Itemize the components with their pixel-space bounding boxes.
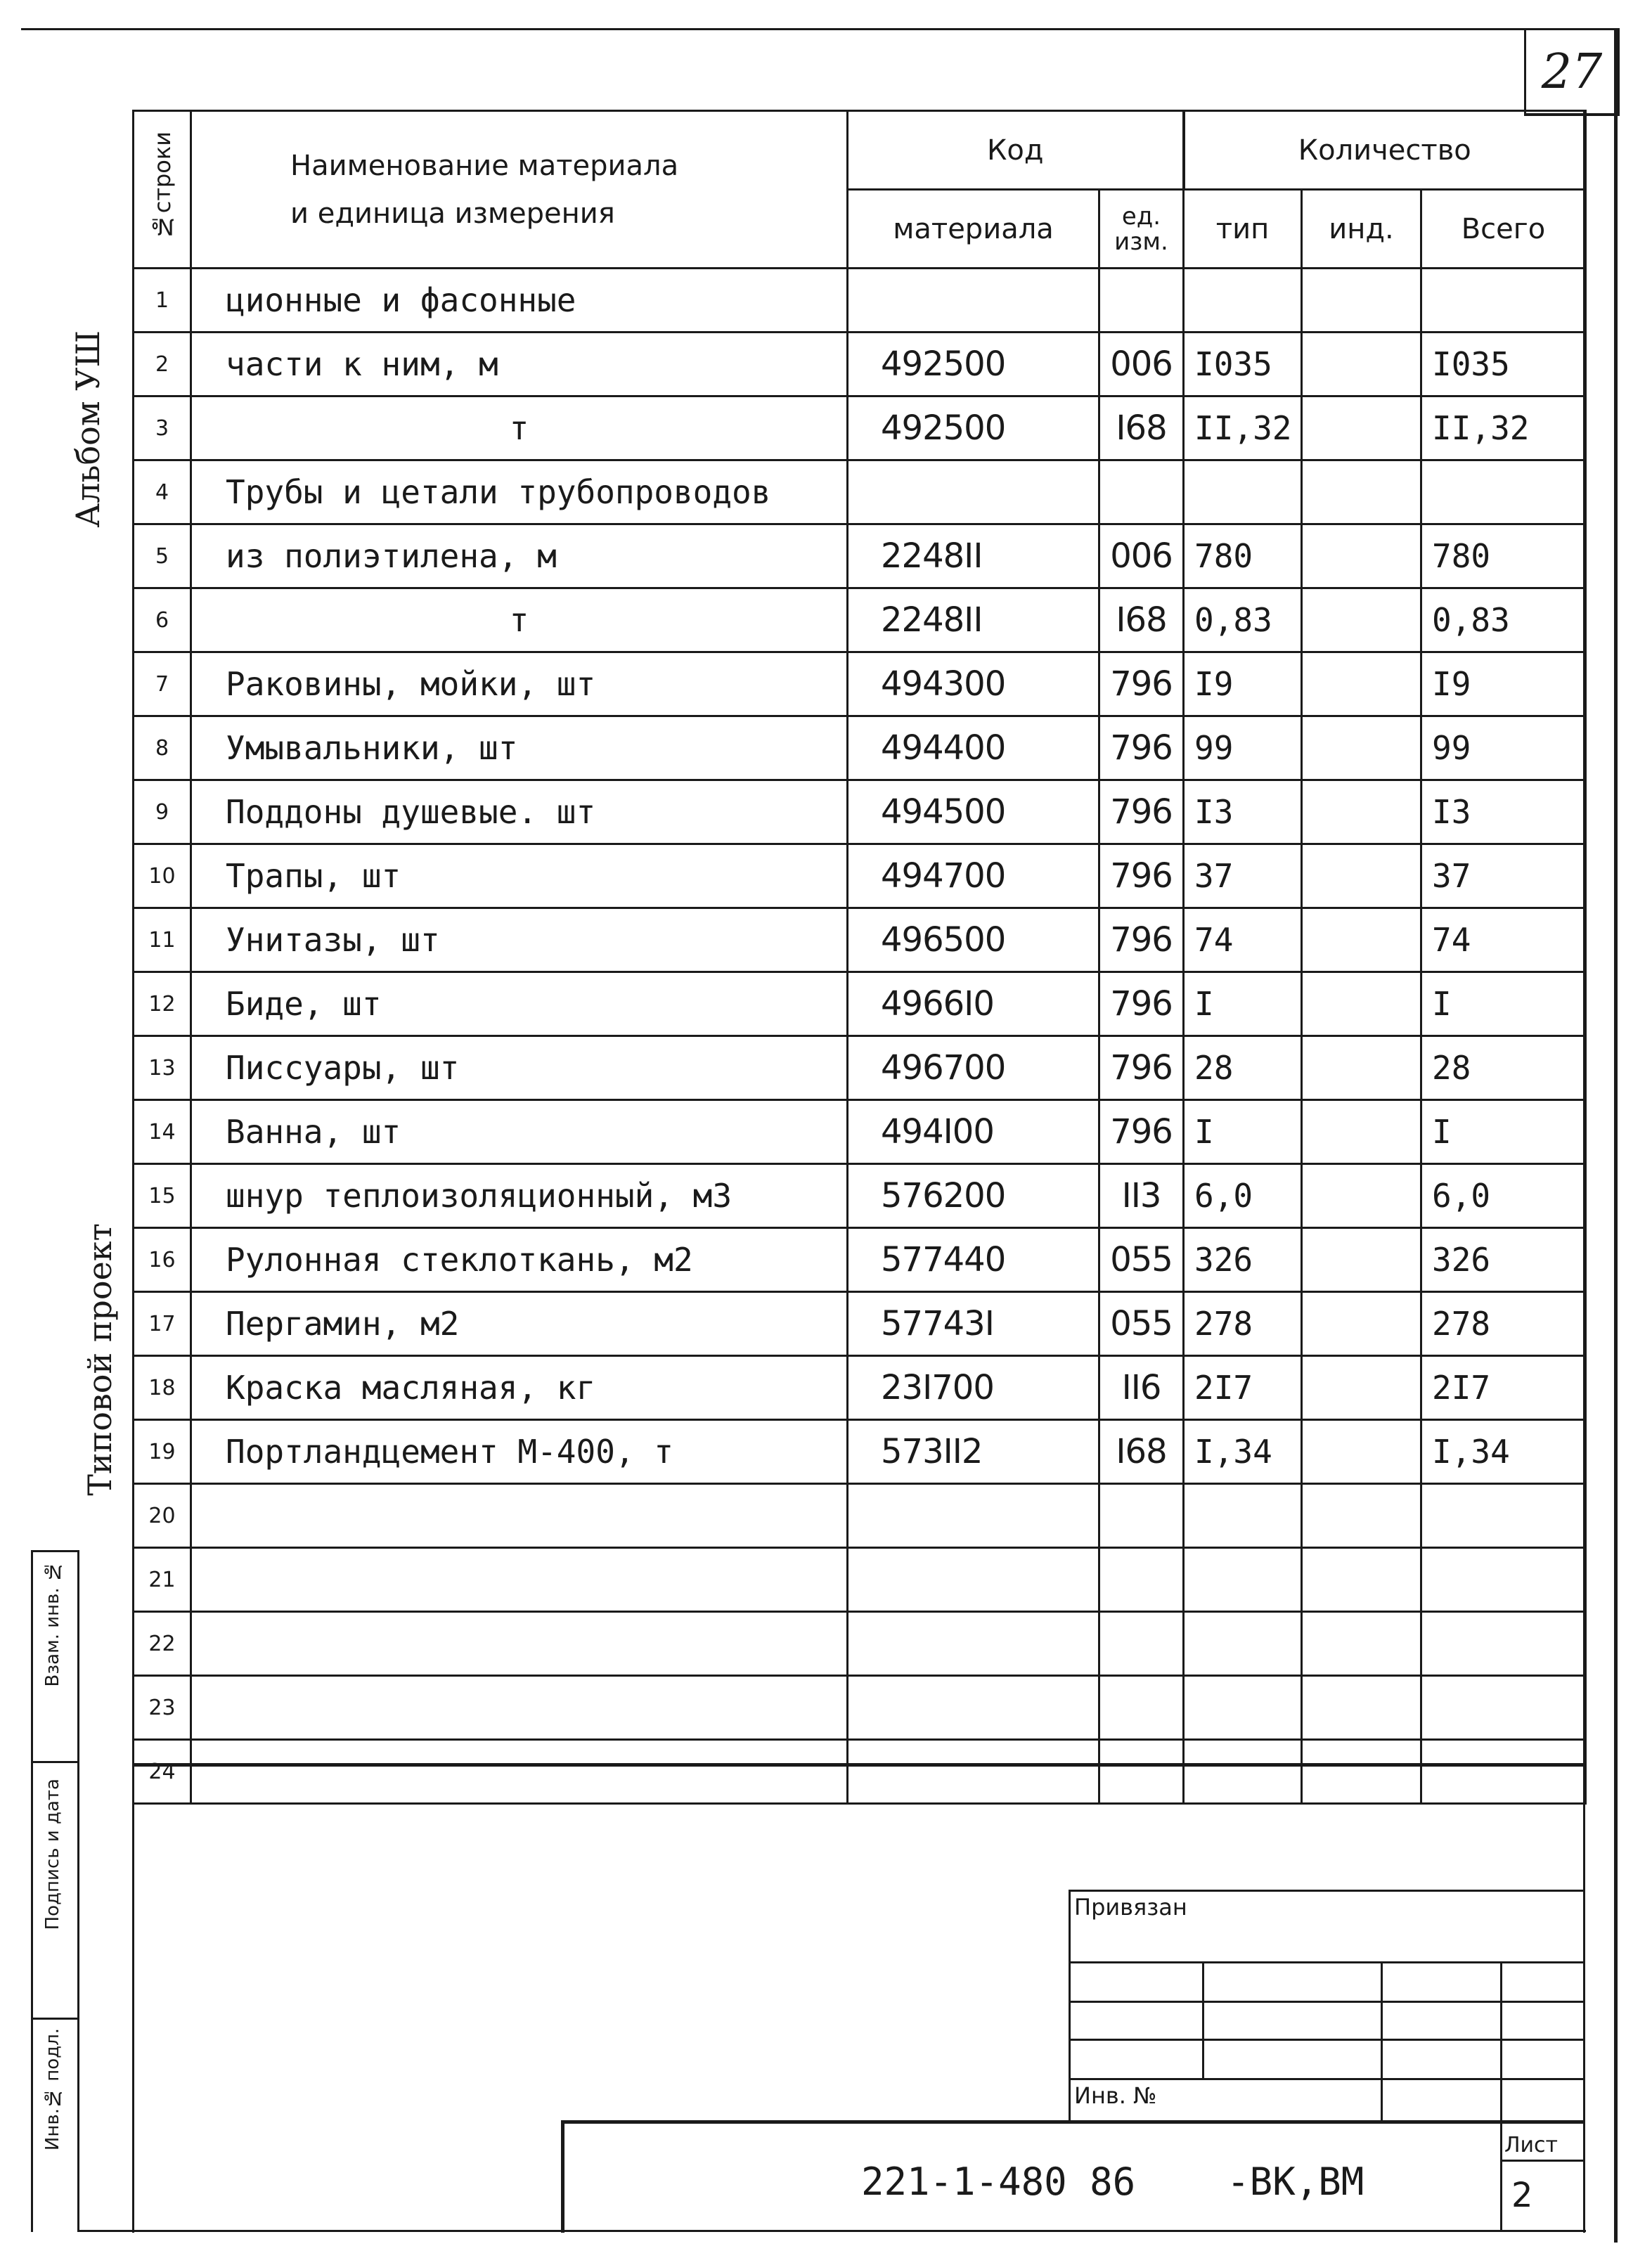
row-number-cell: 10 [134,844,191,908]
ind-quantity-cell [1302,524,1421,588]
material-name-cell: Биде, шт [191,972,848,1036]
unit-code-cell: I68 [1099,588,1184,652]
material-name-cell: Умывальники, шт [191,716,848,780]
type-quantity-cell: 74 [1184,908,1302,972]
ind-quantity-cell [1302,652,1421,716]
total-quantity-cell: I9 [1421,652,1586,716]
row-number-cell: 3 [134,396,191,460]
type-quantity-cell: 326 [1184,1228,1302,1292]
total-quantity-cell: II,32 [1421,396,1586,460]
ind-quantity-cell [1302,396,1421,460]
material-code-cell: 4966I0 [848,972,1099,1036]
type-quantity-cell [1184,1548,1302,1612]
stamp-sep-line-1 [31,1761,79,1763]
type-quantity-cell: 2I7 [1184,1356,1302,1420]
table-row [134,1100,1586,1164]
stamp-top-line [31,1550,79,1552]
table-row [134,524,1586,588]
unit-code-cell: II6 [1099,1356,1184,1420]
total-quantity-cell: 0,83 [1421,588,1586,652]
material-name-cell: Писсуары, шт [191,1036,848,1100]
type-quantity-cell: I,34 [1184,1420,1302,1484]
row-number-cell: 16 [134,1228,191,1292]
tb-col-3 [1500,1961,1502,2232]
unit-code-cell: II3 [1099,1164,1184,1228]
right-frame-line [1614,28,1618,2243]
total-quantity-cell: 278 [1421,1292,1586,1356]
material-code-cell [848,1612,1099,1676]
material-name-cell: Трубы и цетали трубопроводов [191,460,848,524]
table-row [134,588,1586,652]
unit-code-cell: 055 [1099,1228,1184,1292]
material-code-cell: 496700 [848,1036,1099,1100]
row-number-cell: 4 [134,460,191,524]
row-number-cell: 9 [134,780,191,844]
table-row [134,1484,1586,1548]
type-header: тип [1184,190,1302,269]
ind-quantity-cell [1302,844,1421,908]
material-name-cell [191,1484,848,1548]
privyazan-label: Привязан [1074,1894,1187,1921]
material-code-cell: 494700 [848,844,1099,908]
ind-quantity-cell [1302,460,1421,524]
material-code-cell: 577440 [848,1228,1099,1292]
table-row [134,396,1586,460]
unit-code-cell: 006 [1099,333,1184,396]
tb-main-top [561,2120,1585,2124]
ind-quantity-cell [1302,716,1421,780]
ind-quantity-cell [1302,1356,1421,1420]
material-code-cell: 496500 [848,908,1099,972]
row-number-cell: 1 [134,269,191,333]
unit-code-cell: I68 [1099,396,1184,460]
type-quantity-cell [1184,1676,1302,1740]
row-number-cell: 15 [134,1164,191,1228]
ind-quantity-cell [1302,972,1421,1036]
material-code-cell: 2248II [848,588,1099,652]
ind-quantity-cell [1302,780,1421,844]
unit-code-cell: 796 [1099,780,1184,844]
ind-quantity-cell [1302,588,1421,652]
material-name-cell: Трапы, шт [191,844,848,908]
ind-quantity-cell [1302,1036,1421,1100]
type-quantity-cell: 780 [1184,524,1302,588]
material-name-cell: т [191,588,848,652]
tb-line-3 [1069,2039,1585,2041]
total-quantity-cell: 74 [1421,908,1586,972]
table-row [134,652,1586,716]
ind-quantity-cell [1302,1548,1421,1612]
row-number-cell: 24 [134,1740,191,1804]
material-name-cell: Поддоны душевые. шт [191,780,848,844]
tb-privyazan-top [1069,1890,1585,1892]
unit-code-cell: 006 [1099,524,1184,588]
tb-line-2 [1069,2001,1585,2003]
type-quantity-cell: 28 [1184,1036,1302,1100]
table-bottom-line [132,1763,1586,1767]
material-name-cell [191,1548,848,1612]
unit-code-cell: 055 [1099,1292,1184,1356]
quantity-group-header: Количество [1184,111,1586,190]
material-code-cell: 492500 [848,333,1099,396]
inv-no-label: Инв. № [1074,2082,1157,2109]
total-quantity-cell: I3 [1421,780,1586,844]
material-code-cell [848,269,1099,333]
vzam-inv-label: Взам. инв. № [42,1561,63,1687]
ind-quantity-cell [1302,269,1421,333]
table-row [134,1420,1586,1484]
total-quantity-cell [1421,460,1586,524]
type-quantity-cell: 37 [1184,844,1302,908]
material-name-cell: Пергамин, м2 [191,1292,848,1356]
table-row [134,1164,1586,1228]
unit-code-cell: 796 [1099,716,1184,780]
total-quantity-cell: 326 [1421,1228,1586,1292]
unit-code-cell: 796 [1099,1036,1184,1100]
ind-quantity-cell [1302,1612,1421,1676]
tb-line-1 [1069,1961,1585,1963]
material-name-cell [191,1612,848,1676]
unit-header: ед. изм. [1099,190,1184,269]
signature-date-label: Подпись и дата [42,1779,63,1930]
table-row [134,1548,1586,1612]
material-code-cell: 576200 [848,1164,1099,1228]
unit-code-cell: 796 [1099,652,1184,716]
material-name-cell: Унитазы, шт [191,908,848,972]
material-name-cell: Ванна, шт [191,1100,848,1164]
table-row [134,1676,1586,1740]
total-quantity-cell: I,34 [1421,1420,1586,1484]
document-code: 221-1-480 86 -ВК,ВМ [861,2160,1364,2204]
tb-main-left [561,2120,564,2233]
material-code-cell: 494300 [848,652,1099,716]
table-right-line [1583,110,1585,2233]
ind-quantity-cell [1302,908,1421,972]
total-quantity-cell: 99 [1421,716,1586,780]
row-number-cell: 19 [134,1420,191,1484]
inv-podl-label: Инв.№ подл. [42,2028,63,2151]
materials-table-body [134,269,1586,1804]
row-number-cell: 21 [134,1548,191,1612]
material-name-cell [191,1676,848,1740]
material-code-cell: 23I700 [848,1356,1099,1420]
unit-code-cell: I68 [1099,1420,1184,1484]
unit-code-cell: 796 [1099,844,1184,908]
type-quantity-cell: 6,0 [1184,1164,1302,1228]
stamp-left-line [31,1550,33,2232]
material-name-cell: Раковины, мойки, шт [191,652,848,716]
type-quantity-cell: II,32 [1184,396,1302,460]
total-quantity-cell: 2I7 [1421,1356,1586,1420]
ind-quantity-cell [1302,1164,1421,1228]
album-label: Альбом УШ [69,330,107,528]
material-code-cell: 492500 [848,396,1099,460]
type-quantity-cell [1184,1484,1302,1548]
material-name-cell: Краска масляная, кг [191,1356,848,1420]
name-header: Наименование материала и единица измерения [191,111,848,269]
row-number-cell: 18 [134,1356,191,1420]
material-name-cell: Рулонная стеклоткань, м2 [191,1228,848,1292]
table-row [134,333,1586,396]
total-quantity-cell [1421,1676,1586,1740]
sheet-number: 27 [1524,28,1620,116]
total-quantity-cell: 6,0 [1421,1164,1586,1228]
row-no-header: №строки [134,111,191,269]
type-quantity-cell: I [1184,1100,1302,1164]
unit-code-cell [1099,1740,1184,1804]
ind-quantity-cell [1302,1420,1421,1484]
material-code-cell [848,460,1099,524]
row-number-cell: 7 [134,652,191,716]
row-number-cell: 17 [134,1292,191,1356]
tb-line-4 [1069,2078,1585,2080]
table-row [134,1612,1586,1676]
unit-code-cell [1099,269,1184,333]
ind-quantity-cell [1302,1676,1421,1740]
ind-header: инд. [1302,190,1421,269]
material-code-cell: 494500 [848,780,1099,844]
table-row [134,780,1586,844]
ind-quantity-cell [1302,1100,1421,1164]
material-code-cell: 573II2 [848,1420,1099,1484]
total-quantity-cell [1421,269,1586,333]
table-row [134,1292,1586,1356]
type-quantity-cell: I9 [1184,652,1302,716]
table-row [134,1036,1586,1100]
total-header: Всего [1421,190,1586,269]
project-label: Типовой проект [81,1223,119,1496]
row-number-cell: 20 [134,1484,191,1548]
material-name-cell: ционные и фасонные [191,269,848,333]
ind-quantity-cell [1302,1292,1421,1356]
unit-code-cell: 796 [1099,972,1184,1036]
table-row [134,908,1586,972]
row-number-cell: 5 [134,524,191,588]
table-row [134,716,1586,780]
type-quantity-cell: I035 [1184,333,1302,396]
total-quantity-cell: I [1421,1100,1586,1164]
type-quantity-cell: 0,83 [1184,588,1302,652]
bottom-frame-line [77,2230,1586,2232]
tb-col-1 [1202,1961,1204,2078]
table-row [134,460,1586,524]
material-name-cell: части к ним, м [191,333,848,396]
unit-code-cell [1099,1612,1184,1676]
type-quantity-cell [1184,1612,1302,1676]
material-name-cell [191,1740,848,1804]
material-code-cell: 2248II [848,524,1099,588]
row-number-cell: 22 [134,1612,191,1676]
top-border [21,28,1615,30]
material-code-header: материала [848,190,1099,269]
tb-privyazan-left [1069,1890,1071,2122]
unit-code-cell [1099,1484,1184,1548]
material-code-cell [848,1740,1099,1804]
material-code-cell [848,1548,1099,1612]
ind-quantity-cell [1302,1740,1421,1804]
row-number-cell: 6 [134,588,191,652]
ind-quantity-cell [1302,1484,1421,1548]
total-quantity-cell: 37 [1421,844,1586,908]
total-quantity-cell: 28 [1421,1036,1586,1100]
total-quantity-cell [1421,1484,1586,1548]
total-quantity-cell [1421,1548,1586,1612]
type-quantity-cell: I [1184,972,1302,1036]
materials-table [132,110,1587,1805]
type-quantity-cell [1184,269,1302,333]
tb-col-2 [1381,1961,1383,2122]
table-row [134,1228,1586,1292]
row-number-cell: 11 [134,908,191,972]
type-quantity-cell: I3 [1184,780,1302,844]
row-number-cell: 23 [134,1676,191,1740]
row-number-cell: 12 [134,972,191,1036]
total-quantity-cell [1421,1612,1586,1676]
table-row [134,1740,1586,1804]
table-row [134,1356,1586,1420]
total-quantity-cell: I035 [1421,333,1586,396]
type-quantity-cell: 99 [1184,716,1302,780]
table-row [134,269,1586,333]
unit-code-cell [1099,460,1184,524]
material-name-cell: из полиэтилена, м [191,524,848,588]
unit-code-cell [1099,1676,1184,1740]
ind-quantity-cell [1302,1228,1421,1292]
total-quantity-cell [1421,1740,1586,1804]
type-quantity-cell [1184,460,1302,524]
material-code-cell [848,1676,1099,1740]
material-code-cell: 57743I [848,1292,1099,1356]
tb-list-sep [1500,2160,1585,2162]
material-code-cell: 494400 [848,716,1099,780]
material-code-cell: 494I00 [848,1100,1099,1164]
type-quantity-cell: 278 [1184,1292,1302,1356]
list-label: Лист [1504,2133,1559,2157]
stamp-sep-line-2 [31,2018,79,2020]
material-name-cell: шнур теплоизоляционный, м3 [191,1164,848,1228]
table-row [134,972,1586,1036]
material-name-cell: т [191,396,848,460]
material-name-cell: Портландцемент М-400, т [191,1420,848,1484]
stamp-mid-line [77,1550,79,2232]
sheet-page-number: 2 [1511,2176,1533,2215]
row-number-cell: 14 [134,1100,191,1164]
type-quantity-cell [1184,1740,1302,1804]
unit-code-cell: 796 [1099,908,1184,972]
ind-quantity-cell [1302,333,1421,396]
total-quantity-cell: 780 [1421,524,1586,588]
row-number-cell: 8 [134,716,191,780]
table-row [134,844,1586,908]
total-quantity-cell: I [1421,972,1586,1036]
row-number-cell: 2 [134,333,191,396]
unit-code-cell: 796 [1099,1100,1184,1164]
unit-code-cell [1099,1548,1184,1612]
material-code-cell [848,1484,1099,1548]
row-number-cell: 13 [134,1036,191,1100]
code-group-header: Код [848,111,1184,190]
